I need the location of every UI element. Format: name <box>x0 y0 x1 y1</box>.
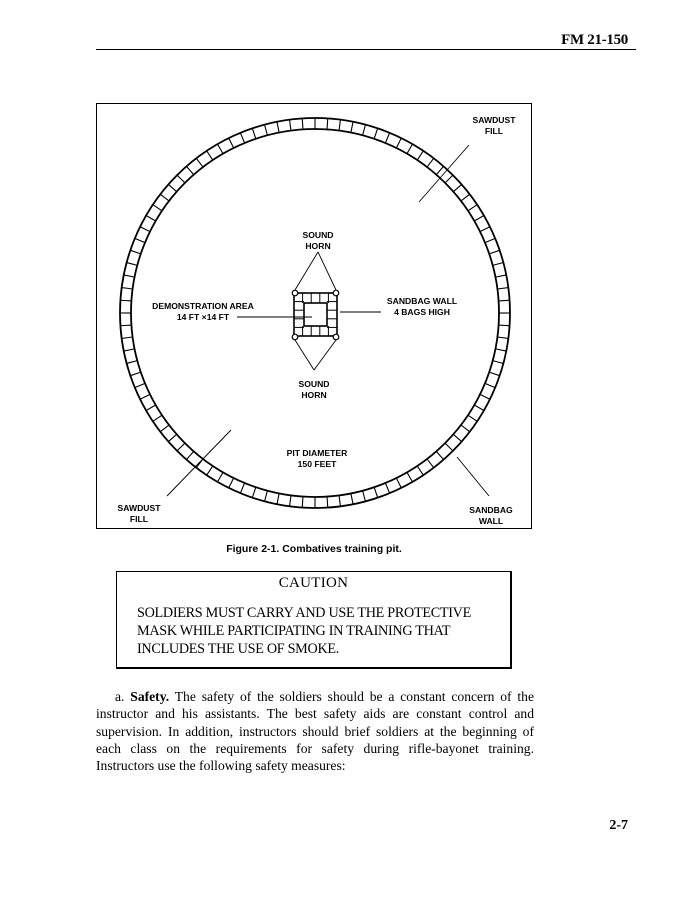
sandbag-wall-center-label: SANDBAG WALL 4 BAGS HIGH <box>386 296 458 317</box>
sandbag-divider <box>396 478 401 488</box>
sandbag-divider <box>153 415 162 421</box>
sandbag-divider <box>120 300 131 301</box>
sandbag-divider <box>277 493 279 504</box>
caution-line: MASK WHILE PARTICIPATING IN TRAINING THAT <box>137 623 451 639</box>
sandbag-divider <box>489 372 499 376</box>
sandbag-divider <box>396 138 401 148</box>
sandbag-divider <box>302 118 303 129</box>
sandbag-divider <box>160 194 169 201</box>
sandbag-divider <box>265 491 268 502</box>
sandbag-divider <box>497 288 508 289</box>
sound-horn-label-top: SOUND HORN <box>302 230 334 251</box>
sandbag-divider <box>229 138 234 148</box>
sawdust-fill-label-bottom: SAWDUST FILL <box>117 503 161 524</box>
sandbag-divider <box>427 459 434 468</box>
sandbag-divider <box>127 263 138 266</box>
sandbag-divider <box>485 238 495 242</box>
sandbag-divider <box>427 158 434 167</box>
sandbag-divider <box>290 120 291 131</box>
safety-paragraph <box>96 688 534 774</box>
manual-number: FM 21-150 <box>561 32 628 48</box>
sandbag-divider <box>160 425 169 432</box>
sandbag-divider <box>146 216 156 222</box>
sandbag-divider <box>290 495 291 506</box>
sandbag-divider <box>417 466 423 475</box>
paragraph-line: each class on the requirements for safety during rifle-bayonet training. <box>96 740 534 756</box>
sandbag-divider <box>363 491 366 502</box>
sandbag-divider <box>327 497 328 508</box>
sandbag-divider <box>493 263 504 266</box>
sandbag-divider <box>417 151 423 160</box>
sandbag-divider <box>265 125 268 136</box>
sandbag-divider <box>499 300 510 301</box>
sandbag-divider <box>135 238 145 242</box>
sandbag-divider <box>407 472 413 482</box>
sandbag-divider <box>124 275 135 277</box>
sandbag-divider <box>351 493 353 504</box>
sandbag-divider <box>385 133 389 143</box>
sandbag-divider <box>177 443 185 451</box>
sandbag-divider <box>468 415 477 421</box>
safety-heading: Safety. <box>130 689 170 704</box>
sandbag-divider <box>327 118 328 129</box>
sandbag-divider <box>474 405 484 411</box>
sandbag-divider <box>351 122 353 133</box>
sandbag-divider <box>207 466 213 475</box>
paragraph-line: instructor and his assistants. The best safety aids are constant control and <box>96 706 534 722</box>
page-number: 2-7 <box>609 818 628 833</box>
sandbag-divider <box>177 175 185 183</box>
sandbag-divider <box>445 443 453 451</box>
sound-horn-label-bottom: SOUND HORN <box>298 379 330 400</box>
caution-box <box>116 571 512 669</box>
caution-line: INCLUDES THE USE OF SMOKE. <box>137 641 340 657</box>
paragraph-line: supervision. In addition, instructors should brief soldiers at the beginning of <box>96 723 534 739</box>
demonstration-area-label: DEMONSTRATION AREA 14 FT ×14 FT <box>152 301 254 322</box>
sandbag-divider <box>127 361 138 364</box>
sandbag-divider <box>468 205 477 211</box>
sandbag-divider <box>407 144 413 154</box>
sandbag-divider <box>229 478 234 488</box>
figure-2-1 <box>96 103 532 529</box>
sandbag-divider <box>252 487 256 497</box>
sandbag-divider <box>363 125 366 136</box>
sandbag-divider <box>493 361 504 364</box>
sandbag-divider <box>168 184 176 191</box>
sawdust-fill-label-top: SAWDUST FILL <box>472 115 516 136</box>
caution-text <box>137 604 507 658</box>
sandbag-divider <box>130 372 140 376</box>
sandbag-divider <box>277 122 279 133</box>
sandbag-divider <box>499 325 510 326</box>
sandbag-divider <box>252 128 256 138</box>
sandbag-divider <box>436 166 443 174</box>
sandbag-divider <box>168 434 176 441</box>
sandbag-wall-label-bottom: SANDBAG WALL <box>469 505 513 526</box>
sandbag-divider <box>120 325 131 326</box>
caution-line: SOLDIERS MUST CARRY AND USE THE PROTECTIVE <box>137 605 471 621</box>
sandbag-divider <box>436 451 443 459</box>
sandbag-divider <box>489 250 499 254</box>
pit-diameter-label: PIT DIAMETER 150 FEET <box>286 448 348 469</box>
sandbag-divider <box>196 158 203 167</box>
sandbag-divider <box>480 394 490 399</box>
sandbag-divider <box>140 227 150 232</box>
sandbag-divider <box>495 275 506 277</box>
sandbag-divider <box>339 120 340 131</box>
sandbag-divider <box>186 166 193 174</box>
demonstration-area <box>292 290 339 340</box>
sandbag-divider <box>153 205 162 211</box>
sandbag-divider <box>453 184 461 191</box>
sandbag-divider <box>445 175 453 183</box>
sandbag-divider <box>146 405 156 411</box>
sandbag-divider <box>480 227 490 232</box>
sandbag-divider <box>339 495 340 506</box>
sandbag-divider <box>240 133 244 143</box>
sandbag-divider <box>186 451 193 459</box>
sandbag-divider <box>461 194 470 201</box>
sandbag-divider <box>122 337 133 338</box>
sandbag-divider <box>385 483 389 493</box>
sandbag-divider <box>122 288 133 289</box>
sandbag-divider <box>497 337 508 338</box>
sandbag-divider <box>374 128 378 138</box>
sandbag-divider <box>461 425 470 432</box>
sandbag-divider <box>218 144 224 154</box>
figure-caption: Figure 2-1. Combatives training pit. <box>226 543 402 555</box>
sandbag-divider <box>374 487 378 497</box>
sandbag-divider <box>207 151 213 160</box>
sandbag-divider <box>302 497 303 508</box>
sandbag-divider <box>130 250 140 254</box>
header-rule <box>96 49 636 50</box>
sandbag-divider <box>495 349 506 351</box>
sandbag-divider <box>124 349 135 351</box>
sandbag-divider <box>218 472 224 482</box>
sandbag-divider <box>240 483 244 493</box>
sandbag-divider <box>140 394 150 399</box>
sandbag-divider <box>474 216 484 222</box>
sandbag-divider <box>453 434 461 441</box>
paragraph-line: Instructors use the following safety measures: <box>96 758 346 774</box>
paragraph-line: a. Safety. The safety of the soldiers should be a constant concern of the <box>115 689 534 704</box>
caution-title: CAUTION <box>278 575 349 591</box>
sandbag-divider <box>485 383 495 387</box>
sandbag-divider <box>135 383 145 387</box>
